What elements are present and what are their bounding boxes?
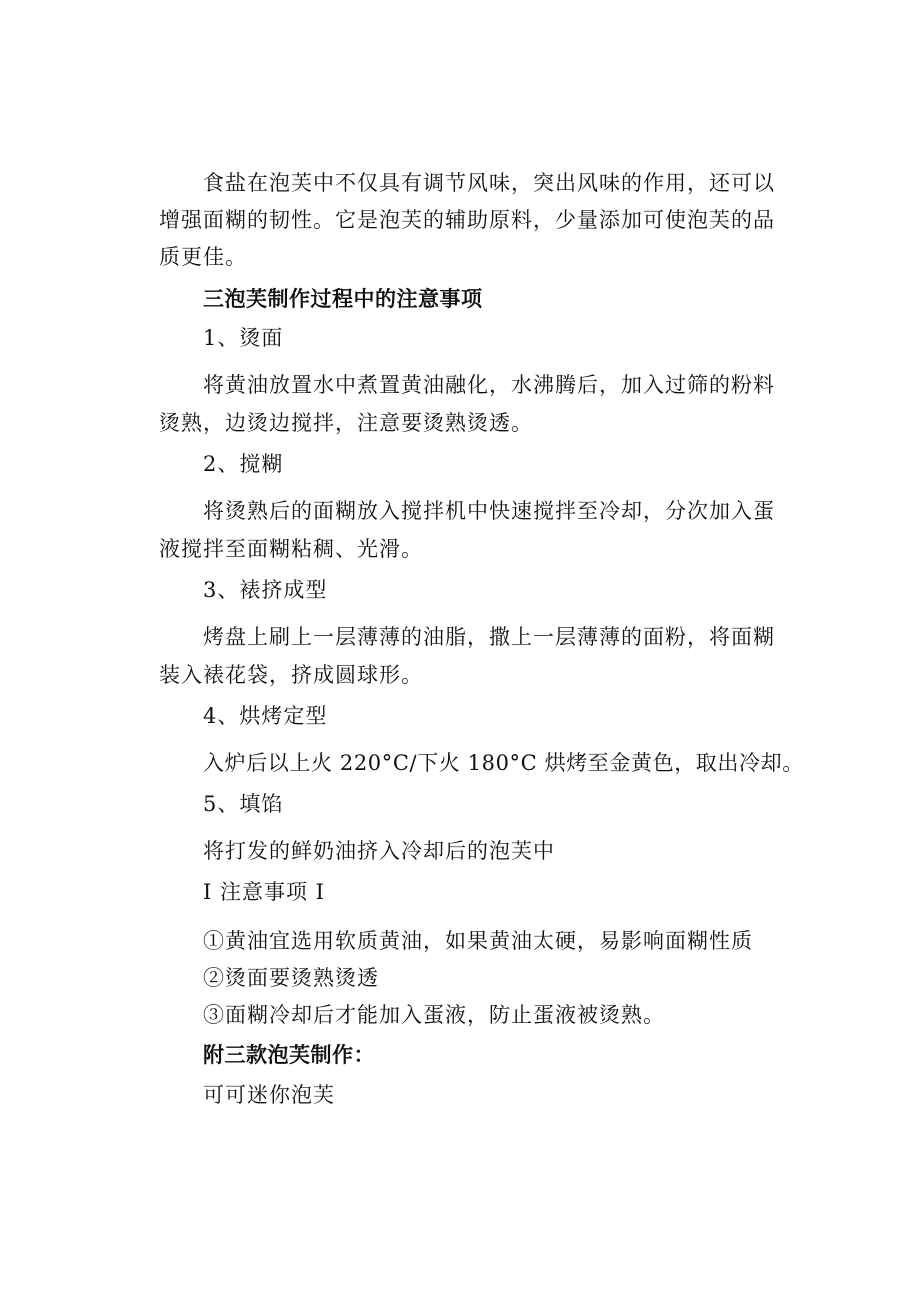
step-4-title: 4、烘烤定型 [203, 704, 328, 728]
step-4-line-1: 入炉后以上火 220°C∕下火 180°C 烘烤至金黄色，取出冷却。 [203, 751, 804, 775]
note-item-3: ③面糊冷却后才能加入蛋液，防止蛋液被烫熟。 [203, 1003, 665, 1027]
appendix-item-1: 可可迷你泡芙 [203, 1083, 335, 1107]
step-1-title: 1、烫面 [203, 326, 284, 350]
section-heading: 三泡芙制作过程中的注意事项 [203, 286, 483, 311]
step-5-line-1: 将打发的鲜奶油挤入冷却后的泡芙中 [203, 839, 555, 863]
step-2-line-2: 液搅拌至面糊粘稠、光滑。 [159, 537, 423, 561]
step-2-line-1: 将烫熟后的面糊放入搅拌机中快速搅拌至冷却，分次加入蛋 [203, 499, 775, 523]
step-1-line-2: 烫熟，边烫边搅拌，注意要烫熟烫透。 [159, 411, 533, 435]
intro-line-2: 增强面糊的韧性。它是泡芙的辅助原料，少量添加可使泡芙的品 [159, 208, 775, 232]
note-item-1: ①黄油宜选用软质黄油，如果黄油太硬，易影响面糊性质 [203, 929, 753, 953]
step-5-title: 5、填馅 [203, 792, 284, 816]
notes-heading: I 注意事项 I [203, 880, 325, 904]
step-3-line-1: 烤盘上刷上一层薄薄的油脂，撒上一层薄薄的面粉，将面糊 [203, 625, 775, 649]
step-3-title: 3、裱挤成型 [203, 578, 328, 602]
intro-line-3: 质更佳。 [159, 245, 247, 269]
note-item-2: ②烫面要烫熟烫透 [203, 966, 379, 990]
intro-line-1: 食盐在泡芙中不仅具有调节风味，突出风味的作用，还可以 [203, 171, 775, 195]
step-2-title: 2、搅糊 [203, 452, 284, 476]
appendix-heading: 附三款泡芙制作： [203, 1042, 375, 1067]
step-3-line-2: 装入裱花袋，挤成圆球形。 [159, 663, 423, 687]
step-1-line-1: 将黄油放置水中煮置黄油融化，水沸腾后，加入过筛的粉料 [203, 373, 775, 397]
